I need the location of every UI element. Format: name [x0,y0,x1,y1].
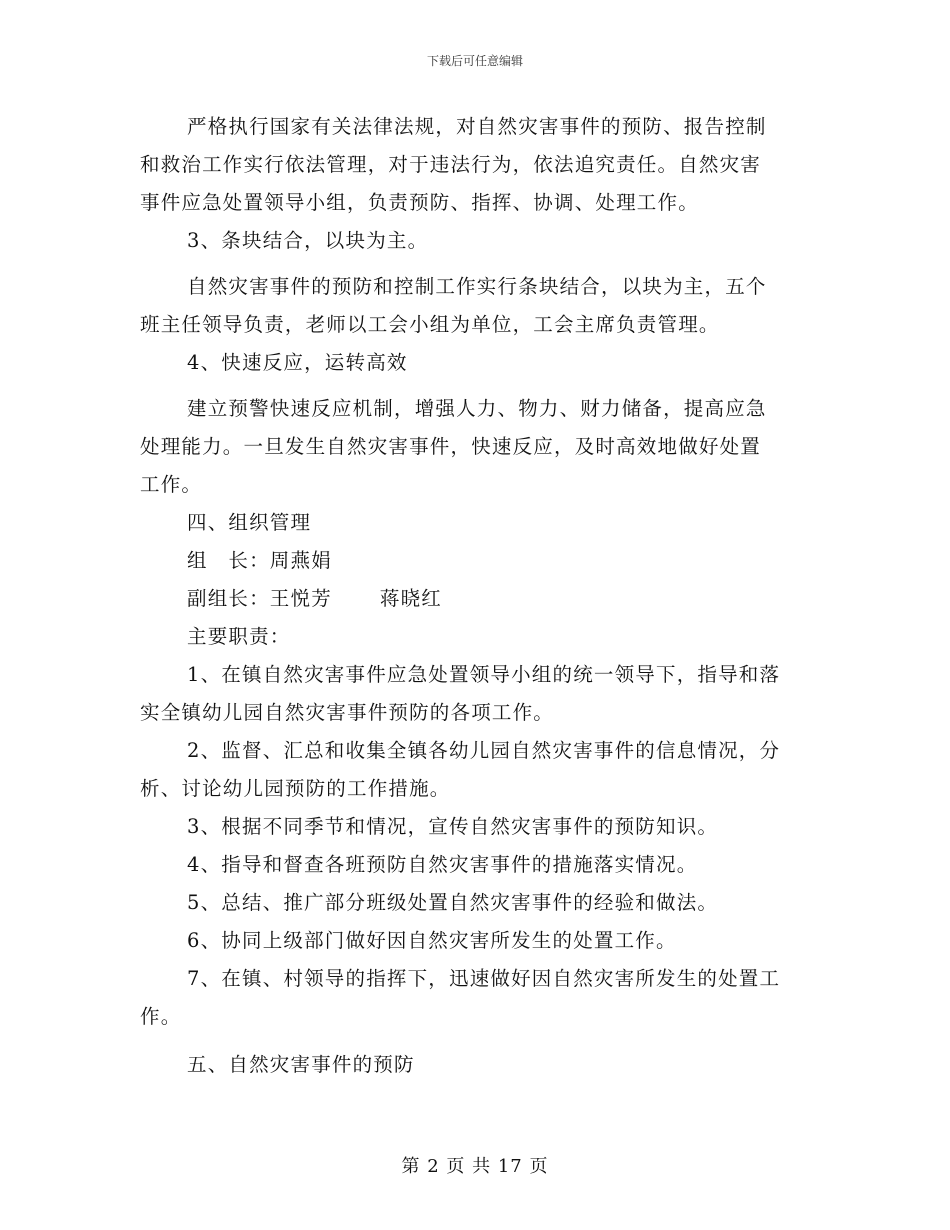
section-heading: 四、组织管理 [187,511,312,534]
duty-item: 4、指导和督查各班预防自然灾害事件的措施落实情况。 [187,853,698,876]
duty-item-continuation: 析、讨论幼儿园预防的工作措施。 [140,777,451,800]
duty-item: 3、根据不同季节和情况，宣传自然灾害事件的预防知识。 [187,815,719,838]
leader-line: 组 长：周燕娟 [187,549,332,572]
paragraph-line: 事件应急处置领导小组，负责预防、指挥、协调、处理工作。 [140,191,699,214]
duty-item: 6、协同上级部门做好因自然灾害所发生的处置工作。 [187,929,677,952]
duty-item: 1、在镇自然灾害事件应急处置领导小组的统一领导下，指导和落 [187,663,781,686]
page-header: 下载后可任意编辑 [426,54,523,68]
paragraph-line: 处理能力。一旦发生自然灾害事件，快速反应，及时高效地做好处置 [140,435,762,458]
duty-item-continuation: 作。 [140,1005,182,1028]
paragraph-line: 建立预警快速反应机制，增强人力、物力、财力储备，提高应急 [187,397,767,420]
paragraph-line: 工作。 [140,473,203,496]
deputy-second-name: 蒋晓红 [379,587,443,610]
paragraph-line: 严格执行国家有关法律法规，对自然灾害事件的预防、报告控制 [187,115,767,138]
page-content [140,108,810,1084]
duty-item: 5、总结、推广部分班级处置自然灾害事件的经验和做法。 [187,891,719,914]
paragraph-line: 和救治工作实行依法管理，对于违法行为，依法追究责任。自然灾害 [140,153,762,176]
subheading: 4、快速反应，运转高效 [187,351,408,374]
duties-title: 主要职责： [187,625,291,648]
duty-item: 7、在镇、村领导的指挥下，迅速做好因自然灾害所发生的处置工 [187,967,781,990]
subheading: 3、条块结合，以块为主。 [187,229,429,252]
section-heading: 五、自然灾害事件的预防 [187,1053,415,1076]
duty-item: 2、监督、汇总和收集全镇各幼儿园自然灾害事件的信息情况，分 [187,739,781,762]
duty-item-continuation: 实全镇幼儿园自然灾害事件预防的各项工作。 [140,701,555,724]
deputy-line [140,580,810,618]
paragraph-line: 自然灾害事件的预防和控制工作实行条块结合，以块为主，五个 [187,275,767,298]
deputy-label: 副组长：王悦芳 [187,587,332,610]
paragraph-line: 班主任领导负责，老师以工会小组为单位，工会主席负责管理。 [140,313,720,336]
page-footer: 第 2 页 共 17 页 [401,1156,549,1177]
